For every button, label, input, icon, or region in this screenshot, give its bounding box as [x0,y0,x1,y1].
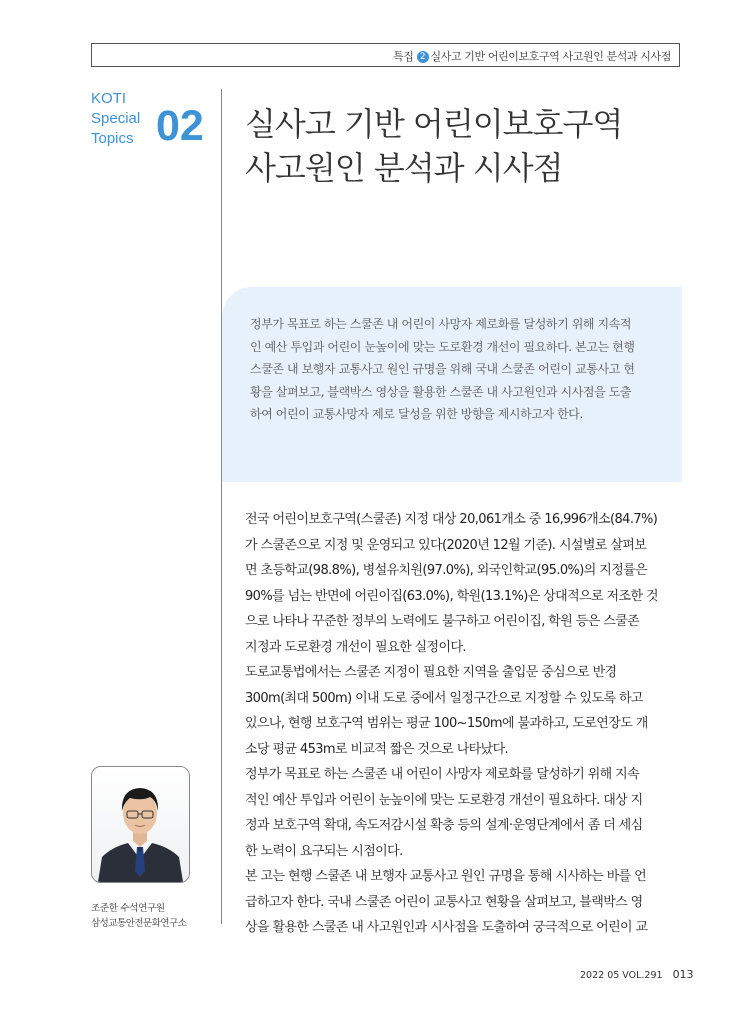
abstract-box [222,287,682,482]
body-line: 한 노력이 요구되는 시점이다. [245,843,403,859]
body-line: 적인 예산 투입과 어린이 눈높이에 맞는 도로환경 개선이 필요하다. 대상 지 [245,792,643,808]
abstract-line: 정부가 목표로 하는 스쿨존 내 어린이 사망자 제로화를 달성하기 위해 지속적 [250,317,632,331]
abstract-line: 인 예산 투입과 어린이 눈높이에 맞는 도로환경 개선이 필요하다. 본고는 현행 [250,339,635,354]
author-portrait-icon [92,767,189,882]
article-title-line: 사고원인 분석과 시사점 [245,149,563,187]
abstract-line: 황을 살펴보고, 블랙박스 영상을 활용한 스쿨존 내 사고원인과 시사점을 도출 [250,384,632,399]
series-line-special: Special [91,110,141,127]
body-line: 정부가 목표로 하는 스쿨존 내 어린이 사망자 제로화를 달성하기 위해 지속 [245,767,640,782]
page-number: 013 [672,968,694,981]
body-line: 90%를 넘는 반면에 어린이집(63.0%), 학원(13.1%)은 상대적으로 저조한 것 [245,588,658,604]
body-line: 면 초등학교(98.8%), 병설유치원(97.0%), 외국인학교(95.0%)의 지정률은 [245,563,648,578]
article-title [245,102,685,190]
abstract-line: 스쿨존 내 보행자 교통사고 원인 규명을 위해 국내 스쿨존 어린이 교통사고 현 [250,362,635,376]
page-footer [580,968,694,981]
body-line: 도로교통법에서는 스쿨존 지정이 필요한 지역을 출입문 중심으로 반경 [245,665,617,680]
body-line: 급하고자 한다. 국내 스쿨존 어린이 교통사고 현황을 살펴보고, 블랙박스 영 [245,894,643,910]
header-number-badge: 2 [417,51,429,63]
abstract-text [250,313,668,426]
series-line-topics: Topics [91,130,134,147]
body-line: 지정과 도로환경 개선이 필요한 실정이다. [245,639,466,655]
body-text [245,507,685,941]
body-line: 가 스쿨존으로 지정 및 운영되고 있다(2020년 12월 기준). 시설별로 살펴보 [245,537,647,553]
abstract-line: 하여 어린이 교통사망자 제로 달성을 위한 방향을 제시하고자 한다. [250,407,583,421]
series-label [91,89,157,149]
header-title: 실사고 기반 어린이보호구역 사고원인 분석과 시사점 [430,50,671,63]
body-line: 정과 보호구역 확대, 속도저감시설 확충 등의 설계·운영단계에서 좀 더 세심 [245,818,643,833]
series-line-koti: KOTI [91,90,127,107]
header-section: 특집 [393,50,414,63]
body-line: 소당 평균 453m로 비교적 짧은 것으로 나타났다. [245,741,509,757]
body-line: 전국 어린이보호구역(스쿨존) 지정 대상 20,061개소 중 16,996개소(84.7%) [245,512,658,527]
body-line: 본 고는 현행 스쿨존 내 보행자 교통사고 원인 규명을 통해 시사하는 바를 언 [245,869,647,884]
column-divider [221,89,222,924]
body-line: 상을 활용한 스쿨존 내 사고원인과 시사점을 도출하여 궁극적으로 어린이 교 [245,920,648,935]
body-line: 으로 나타나 꾸준한 정부의 노력에도 불구하고 어린이집, 학원 등은 스쿨존 [245,614,640,629]
body-line: 300m(최대 500m) 이내 도로 중에서 일정구간으로 지정할 수 있도록 하고 [245,690,643,706]
series-number: 02 [156,102,204,150]
article-title-line: 실사고 기반 어린이보호구역 [245,105,623,143]
issue-info: 2022 05 VOL.291 [580,970,663,981]
author-organization: 삼성교통안전문화연구소 [91,918,187,929]
author-photo [91,766,190,883]
author-name: 조준한 수석연구원 [91,903,165,914]
running-header-text [393,48,671,64]
body-line: 있으나, 현행 보호구역 범위는 평균 100~150m에 불과하고, 도로연장도 개 [245,716,648,731]
running-header [91,43,680,67]
